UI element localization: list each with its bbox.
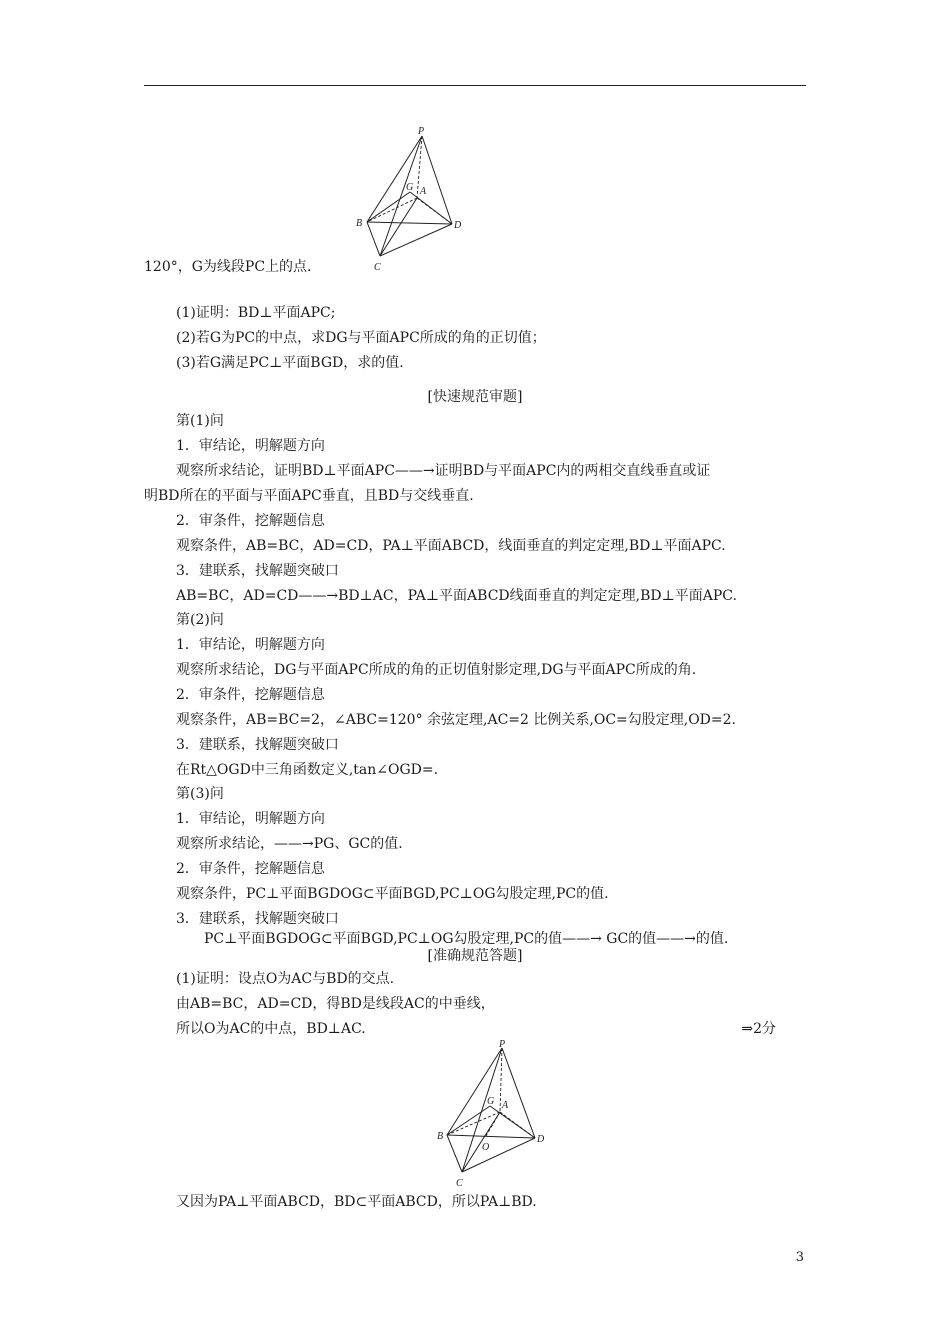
text-line-18: 观察条件，AB=BC=2，∠ABC=120° 余弦定理,AC=2 比例关系,OC=勾股定理,OD=2. xyxy=(176,712,736,728)
text-line-19: 3．建联系，找解题突破口 xyxy=(176,737,339,753)
fig2-label-p: P xyxy=(499,1039,506,1050)
text-line-21: 第(3)问 xyxy=(176,786,224,802)
fig2-label-b: B xyxy=(437,1131,444,1142)
text-line-13: AB=BC，AD=CD——→BD⊥AC，PA⊥平面ABCD线面垂直的判定定理,BD⊥平面APC. xyxy=(176,588,737,604)
fig1-label-a: A xyxy=(420,186,427,197)
fig1-label-c: C xyxy=(374,262,381,273)
text-line-4: (3)若G满足PC⊥平面BGD，求的值. xyxy=(176,355,404,371)
section-title-answer: [准确规范答题] xyxy=(427,948,523,964)
fig2-label-d: D xyxy=(537,1134,545,1145)
pyramid-figure-1 xyxy=(350,122,470,274)
text-line-20: 在Rt△OGD中三角函数定义,tan∠OGD=. xyxy=(176,762,439,778)
text-line-30: 由AB=BC，AD=CD，得BD是线段AC的中垂线， xyxy=(176,996,495,1012)
fig2-label-a: A xyxy=(502,1100,509,1111)
text-line-27: PC⊥平面BGDOG⊂平面BGD,PC⊥OG勾股定理,PC的值——→ GC的值——→的值. xyxy=(204,931,729,947)
page-number: 3 xyxy=(795,1250,804,1265)
text-line-12: 3．建联系，找解题突破口 xyxy=(176,563,339,579)
text-line-33: 又因为PA⊥平面ABCD，BD⊂平面ABCD，所以PA⊥BD. xyxy=(176,1194,537,1210)
fig1-label-p: P xyxy=(418,126,425,137)
score-mark: ⇒2分 xyxy=(741,1021,776,1037)
fig1-label-b: B xyxy=(356,218,363,229)
fig1-label-d: D xyxy=(454,220,462,231)
fig2-label-o: O xyxy=(482,1142,490,1153)
text-line-24: 2．审条件，挖解题信息 xyxy=(176,861,325,877)
text-line-9: 明BD所在的平面与平面APC垂直，且BD与交线垂直. xyxy=(144,488,474,504)
text-line-8: 观察所求结论，证明BD⊥平面APC——→证明BD与平面APC内的两相交直线垂直或证 xyxy=(176,463,711,479)
text-line-1: 120°，G为线段PC上的点. xyxy=(144,259,312,275)
pyramid-figure-2-svg xyxy=(432,1038,552,1190)
header-rule xyxy=(144,85,806,86)
fig2-label-c: C xyxy=(456,1178,463,1189)
pyramid-figure-1-svg xyxy=(350,122,470,274)
fig1-label-g: G xyxy=(406,182,414,193)
text-line-6: 第(1)问 xyxy=(176,413,224,429)
text-line-15: 1．审结论，明解题方向 xyxy=(176,637,325,653)
text-line-10: 2．审条件，挖解题信息 xyxy=(176,513,325,529)
fig2-label-g: G xyxy=(487,1096,495,1107)
text-line-31: 所以O为AC的中点，BD⊥AC. xyxy=(176,1021,366,1037)
text-line-22: 1．审结论，明解题方向 xyxy=(176,811,325,827)
pyramid-figure-2 xyxy=(432,1038,552,1190)
text-line-11: 观察条件，AB=BC，AD=CD，PA⊥平面ABCD，线面垂直的判定定理,BD⊥平面APC. xyxy=(176,538,726,554)
text-line-29: (1)证明：设点O为AC与BD的交点. xyxy=(176,971,395,987)
text-line-2: (1)证明：BD⊥平面APC; xyxy=(176,305,336,321)
text-line-3: (2)若G为PC的中点，求DG与平面APC所成的角的正切值； xyxy=(176,330,546,346)
text-line-23: 观察所求结论，——→PG、GC的值. xyxy=(176,836,403,852)
text-line-17: 2．审条件，挖解题信息 xyxy=(176,687,325,703)
section-title-review: [快速规范审题] xyxy=(427,389,523,405)
text-line-7: 1．审结论，明解题方向 xyxy=(176,438,325,454)
text-line-14: 第(2)问 xyxy=(176,612,224,628)
text-line-26: 3．建联系，找解题突破口 xyxy=(176,911,339,927)
text-line-16: 观察所求结论，DG与平面APC所成的角的正切值射影定理,DG与平面APC所成的角. xyxy=(176,662,697,678)
text-line-25: 观察条件，PC⊥平面BGDOG⊂平面BGD,PC⊥OG勾股定理,PC的值. xyxy=(176,886,609,902)
